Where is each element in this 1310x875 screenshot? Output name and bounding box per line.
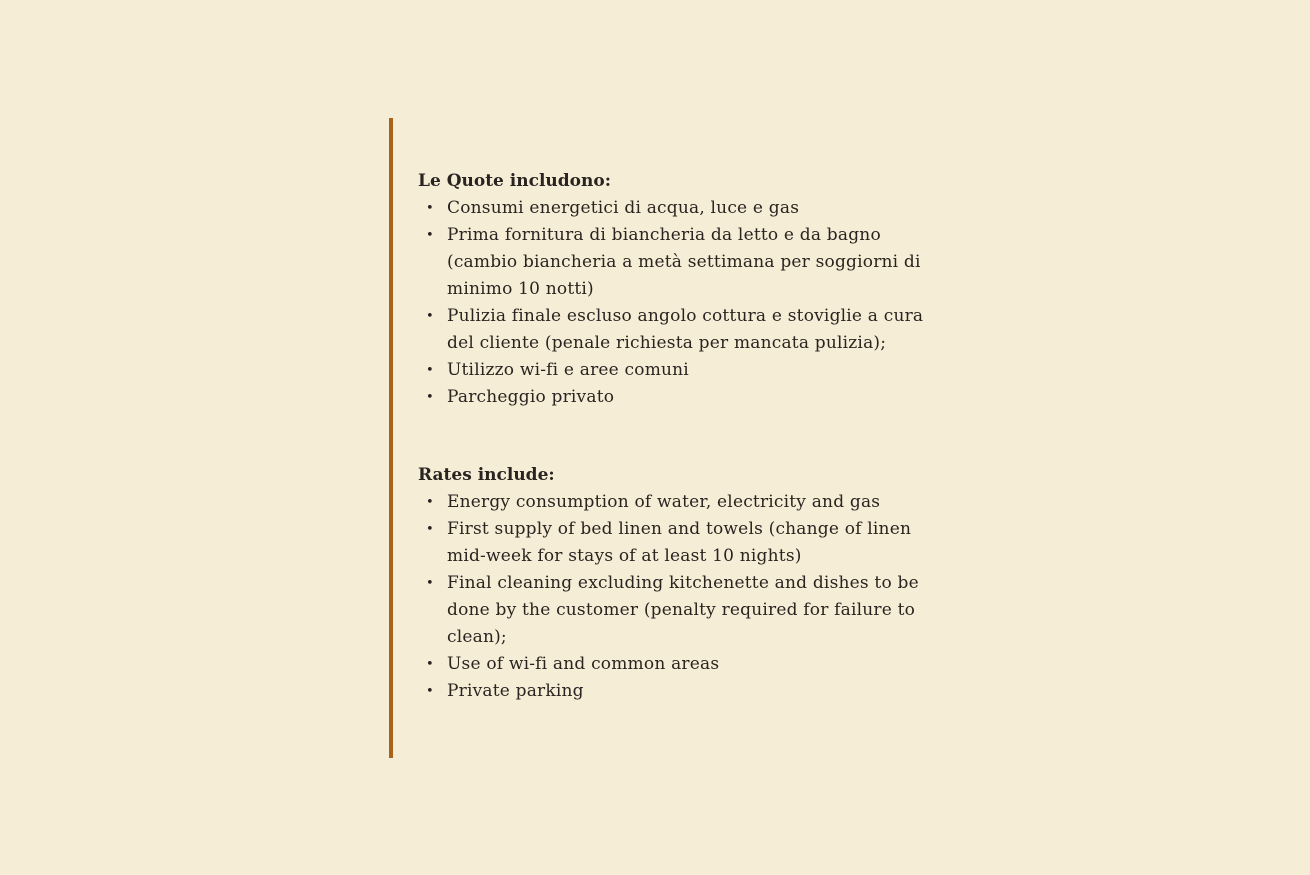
list-item	[418, 678, 948, 705]
list-item-text: Pulizia finale escluso angolo cottura e stoviglie a cura del cliente (penale richiesta per mancata pulizia);	[447, 306, 924, 353]
bullet-icon: •	[426, 309, 434, 324]
section-italian	[418, 168, 948, 411]
bullet-icon: •	[426, 363, 434, 378]
list-item-text: First supply of bed linen and towels (change of linen mid-week for stays of at least 10 nights)	[447, 519, 912, 566]
included-list-english	[418, 489, 948, 705]
bullet-icon: •	[426, 495, 434, 510]
list-item	[418, 222, 948, 303]
list-item-text: Private parking	[447, 681, 584, 701]
bullet-icon: •	[426, 684, 434, 699]
bullet-icon: •	[426, 576, 434, 591]
bullet-icon: •	[426, 390, 434, 405]
section-title-italian: Le Quote includono:	[418, 171, 611, 191]
list-item-text: Prima fornitura di biancheria da letto e da bagno (cambio biancheria a metà settimana per soggiorni di minimo 10 notti)	[447, 225, 921, 299]
section-english	[418, 462, 948, 705]
list-item-text: Utilizzo wi-fi e aree comuni	[447, 360, 689, 380]
list-item	[418, 570, 948, 651]
bullet-icon: •	[426, 228, 434, 243]
list-item	[418, 195, 948, 222]
bullet-icon: •	[426, 201, 434, 216]
list-item-text: Energy consumption of water, electricity and gas	[447, 492, 881, 512]
list-item	[418, 489, 948, 516]
included-list-italian	[418, 195, 948, 411]
list-item	[418, 651, 948, 678]
list-item	[418, 357, 948, 384]
section-title-english: Rates include:	[418, 465, 555, 485]
bullet-icon: •	[426, 657, 434, 672]
list-item-text: Final cleaning excluding kitchenette and dishes to be done by the customer (penalty required for failure to clean);	[447, 573, 919, 647]
accent-bar	[389, 118, 393, 758]
list-item	[418, 516, 948, 570]
list-item-text: Parcheggio privato	[447, 387, 615, 407]
list-item	[418, 303, 948, 357]
list-item-text: Consumi energetici di acqua, luce e gas	[447, 198, 800, 218]
rates-content	[418, 168, 948, 705]
list-item	[418, 384, 948, 411]
bullet-icon: •	[426, 522, 434, 537]
list-item-text: Use of wi-fi and common areas	[447, 654, 720, 674]
